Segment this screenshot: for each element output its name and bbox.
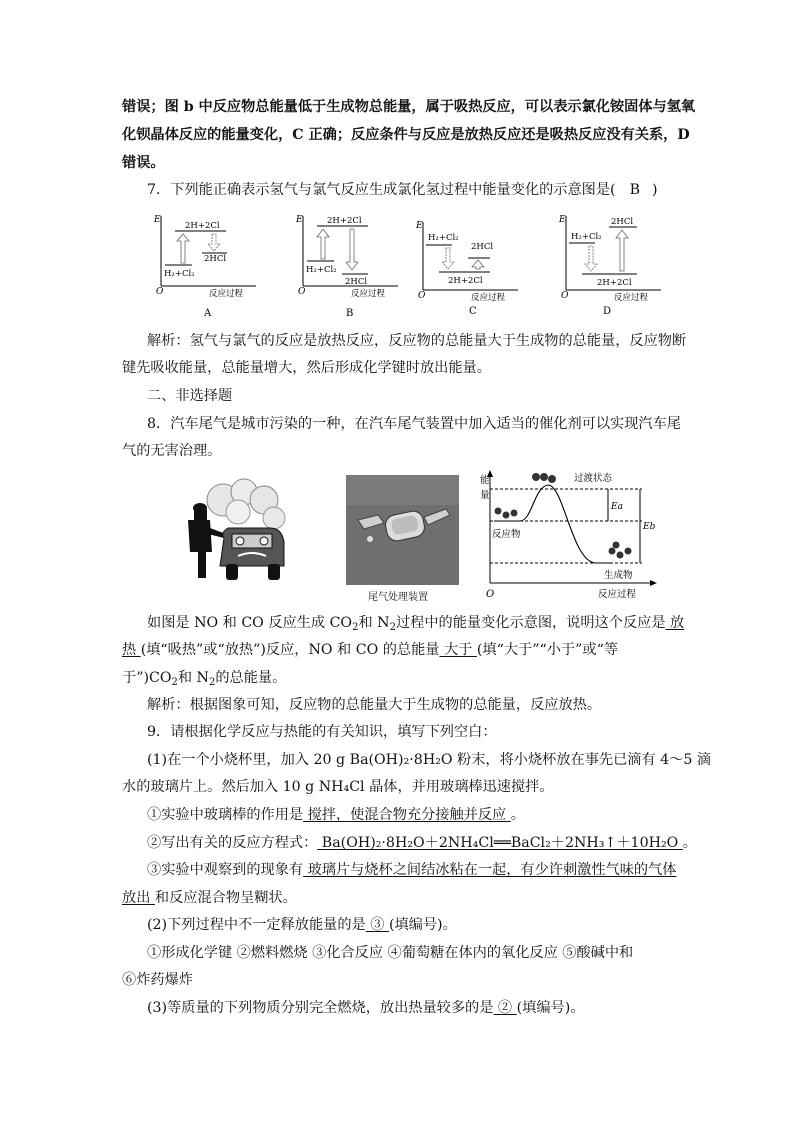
axis-x-label: 反应过程 [614, 293, 649, 303]
q7-explain-line2: 键先吸收能量，总能量增大，然后形成化学键时放出能量。 [122, 360, 491, 376]
q9-part1-line1: (1)在一个小烧杯里，加入 20 g Ba(OH)₂·8H₂O 粉末，将小烧杯放在事先已滴有 4～5 滴 [147, 752, 712, 768]
right-level-label: 2HCl [345, 277, 368, 287]
top-level-label: 2H+2Cl [185, 221, 220, 231]
q8-blank2-answer: 大于 [439, 642, 477, 658]
q9-sub3-line2: 放出 和反应混合物呈糊状。 [122, 890, 297, 906]
ea-label: Ea [611, 502, 623, 512]
axis-e-label: E [416, 221, 423, 231]
q9-sub1-answer: 搅拌，使混合物充分接触并反应 [303, 807, 511, 823]
reactant-label: 反应物 [492, 529, 521, 540]
q9-part2-answer: ③ [365, 917, 389, 933]
left-level-label: H₂+Cl₂ [306, 265, 337, 275]
axis-o-label: O [486, 589, 495, 600]
q8-answer-line2: 热 (填“吸热”或“放热”)反应，NO 和 CO 的总能量 大于 (填“大于”“小于”或“等 [122, 642, 619, 658]
section-heading: 二、非选择题 [147, 388, 233, 404]
q8-answer-line3: 于$”)CO_2$和 $N_2$的总能量。 [122, 670, 287, 688]
axis-e-label: E [154, 215, 161, 225]
q7-explain-line1: 解析：氢气与氯气的反应是放热反应，反应物的总能量大于生成物的总能量，反应物断 [147, 333, 687, 349]
q9-stem: 9．请根据化学反应与热能的有关知识，填写下列空白： [147, 724, 497, 740]
q9-part2-options-line1: ①形成化学键 ②燃料燃烧 ③化合反应 ④葡萄糖在体内的氧化反应 ⑤酸碱中和 [147, 945, 634, 961]
q7-stem: 7．下列能正确表示氢气与氯气反应生成氯化氢过程中能量变化的示意图是( B ) [147, 182, 658, 198]
para1-line3: 错误。 [122, 155, 165, 171]
diagram-c [414, 212, 524, 322]
product-label: 生成物 [604, 570, 633, 581]
q9-part3: (3)等质量的下列物质分别完全燃烧，放出热量较多的是 ② (填编号)。 [147, 1000, 585, 1016]
catalytic-converter-photo [346, 475, 459, 585]
q8-stem-line1: 8．汽车尾气是城市污染的一种，在汽车尾气装置中加入适当的催化剂可以实现汽车尾 [147, 416, 681, 432]
q9-sub1: ①实验中玻璃棒的作用是 搅拌，使混合物充分接触并反应 。 [147, 807, 525, 823]
q8-blank1-answer: 放 [665, 615, 685, 631]
diagram-d [557, 212, 667, 322]
q9-part2: (2)下列过程中不一定释放能量的是 ③ (填编号)。 [147, 917, 457, 933]
diagram-a [152, 210, 262, 320]
q9-sub3-answer: 玻璃片与烧杯之间结冰粘在一起，有少许刺激性气味的气体 [303, 862, 677, 878]
eb-label: Eb [643, 522, 656, 532]
q9-part3-answer: ② [493, 1000, 517, 1016]
axis-y-label-1: 能 [480, 475, 490, 486]
right-level-label: 2HCl [471, 242, 494, 252]
energy-profile-chart [480, 465, 660, 605]
diagram-letter: C [469, 306, 477, 317]
axis-o-label: O [418, 291, 426, 301]
polluting-car-illustration [178, 478, 298, 582]
q9-sub2-answer: Ba(OH)₂·8H₂O＋2NH₄Cl══BaCl₂＋2NH₃↑＋10H₂O [317, 835, 683, 851]
diagram-b [294, 210, 404, 320]
q9-sub3-line1: ③实验中观察到的现象有 玻璃片与烧杯之间结冰粘在一起，有少许刺激性气味的气体 [147, 862, 677, 878]
bottom-level-label: 2H+2Cl [597, 278, 632, 288]
top-level-label: 2H+2Cl [327, 216, 362, 226]
axis-o-label: O [156, 287, 164, 297]
axis-x-label: 反应过程 [351, 289, 386, 299]
axis-y-label-2: 量 [480, 490, 490, 501]
q9-part2-options-line2: ⑥炸药爆炸 [122, 972, 193, 988]
right-level-label: 2HCl [204, 254, 227, 264]
diagram-letter: B [346, 308, 354, 319]
axis-x-label: 反应过程 [209, 289, 244, 299]
transition-state-label: 过渡状态 [574, 473, 613, 484]
diagram-letter: A [204, 308, 212, 319]
para1-line1: 错误；图 b 中反应物总能量低于生成物总能量，属于吸热反应，可以表示氯化铵固体与氢氧 [122, 99, 696, 115]
bottom-level-label: 2H+2Cl [448, 276, 483, 286]
right-level-label: 2HCl [611, 217, 634, 227]
q9-part1-line2: 水的玻璃片上。然后加入 10 g NH₄Cl 晶体，并用玻璃棒迅速搅拌。 [122, 779, 554, 795]
para1-line2: 化钡晶体反应的能量变化，C 正确；反应条件与反应是放热反应还是吸热反应没有关系，D [122, 127, 690, 143]
q8-explain: 解析：根据图象可知，反应物的总能量大于生成物的总能量，反应放热。 [147, 697, 602, 713]
axis-o-label: O [561, 291, 569, 301]
axis-e-label: E [559, 215, 566, 225]
axis-x-label: 反应过程 [471, 293, 506, 303]
left-level-label: H₂+Cl₂ [571, 232, 602, 242]
q7-answer: B [629, 182, 641, 198]
axis-x-label: 反应过程 [598, 589, 637, 600]
q8-stem-line2: 气的无害治理。 [122, 443, 222, 459]
q8-answer-line1: 如图是 NO 和 CO 反应生成 $CO_2$和 $N_2$过程中的能量变化示意图，说明这个反应是 放 [147, 615, 685, 633]
q9-sub2: ②写出有关的反应方程式： Ba(OH)₂·8H₂O＋2NH₄Cl══BaCl₂＋2NH₃↑＋10H₂O 。 [147, 835, 697, 851]
photo-caption: 尾气处理装置 [368, 592, 428, 603]
left-level-label: H₂+Cl₂ [164, 269, 195, 279]
left-level-label: H₂+Cl₂ [428, 233, 459, 243]
axis-e-label: E [296, 215, 303, 225]
diagram-letter: D [603, 306, 612, 317]
axis-o-label: O [298, 287, 306, 297]
